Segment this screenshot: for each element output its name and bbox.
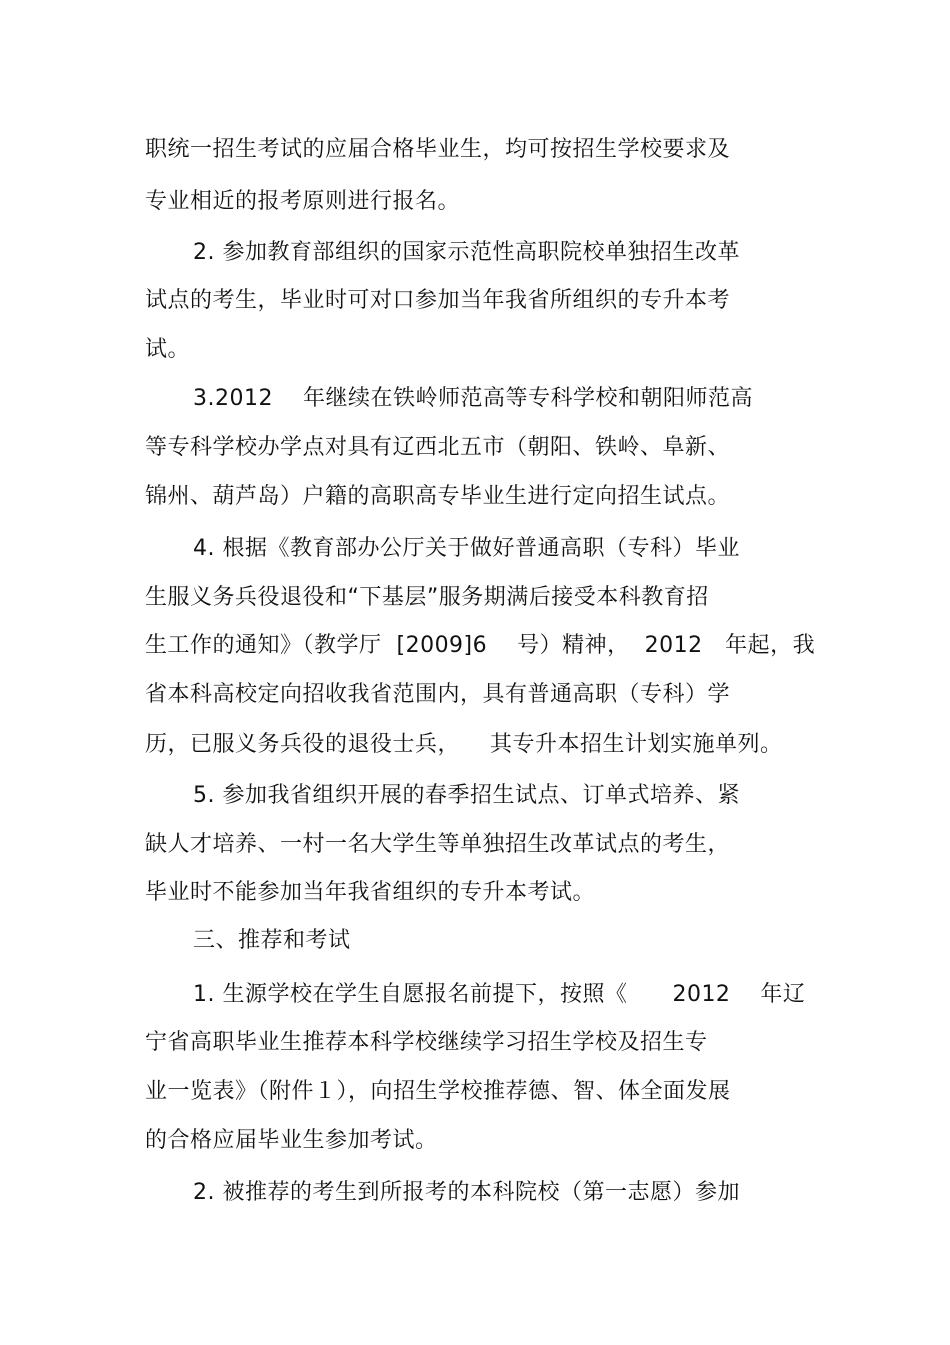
text-line: 2. 参加教育部组织的国家示范性高职院校单独招生改革: [193, 240, 740, 265]
text-line: 1. 生源学校在学生自愿报名前提下，按照《 2012 年辽: [193, 982, 806, 1007]
text-line: 3.2012 年继续在铁岭师范高等专科学校和朝阳师范高: [193, 386, 753, 411]
text-line: 5. 参加我省组织开展的春季招生试点、订单式培养、紧: [193, 783, 740, 808]
text-line: 毕业时不能参加当年我省组织的专升本考试。: [145, 880, 596, 905]
text-line: 2. 被推荐的考生到所报考的本科院校（第一志愿）参加: [193, 1180, 740, 1205]
text-line: 缺人才培养、一村一名大学生等单独招生改革试点的考生，: [145, 832, 731, 857]
text-line: 等专科学校办学点对具有辽西北五市（朝阳、铁岭、阜新、: [145, 435, 731, 460]
text-line: 宁省高职毕业生推荐本科学校继续学习招生学校及招生专: [145, 1030, 708, 1055]
text-line: 职统一招生考试的应届合格毕业生，均可按招生学校要求及: [145, 137, 731, 162]
section-heading: 三、推荐和考试: [193, 928, 351, 953]
text-line: 锦州、葫芦岛）户籍的高职高专毕业生进行定向招生试点。: [145, 484, 731, 509]
text-line: 业一览表》（附件１），向招生学校推荐德、智、体全面发展: [145, 1079, 731, 1104]
text-line: 生工作的通知》（教学厅 [2009]6 号）精神， 2012 年起，我: [145, 633, 816, 658]
text-line: 试。: [145, 337, 191, 362]
text-line: 试点的考生，毕业时可对口参加当年我省所组织的专升本考: [145, 288, 731, 313]
text-line: 省本科高校定向招收我省范围内，具有普通高职（专科）学: [145, 682, 731, 707]
text-line: 4. 根据《教育部办公厅关于做好普通高职（专科）毕业: [193, 536, 740, 561]
text-line: 历，已服义务兵役的退役士兵， 其专升本招生计划实施单列。: [145, 732, 783, 757]
text-line: 专业相近的报考原则进行报名。: [145, 189, 461, 214]
text-line: 的合格应届毕业生参加考试。: [145, 1128, 438, 1153]
text-line: 生服义务兵役退役和“下基层”服务期满后接受本科教育招: [145, 585, 709, 610]
